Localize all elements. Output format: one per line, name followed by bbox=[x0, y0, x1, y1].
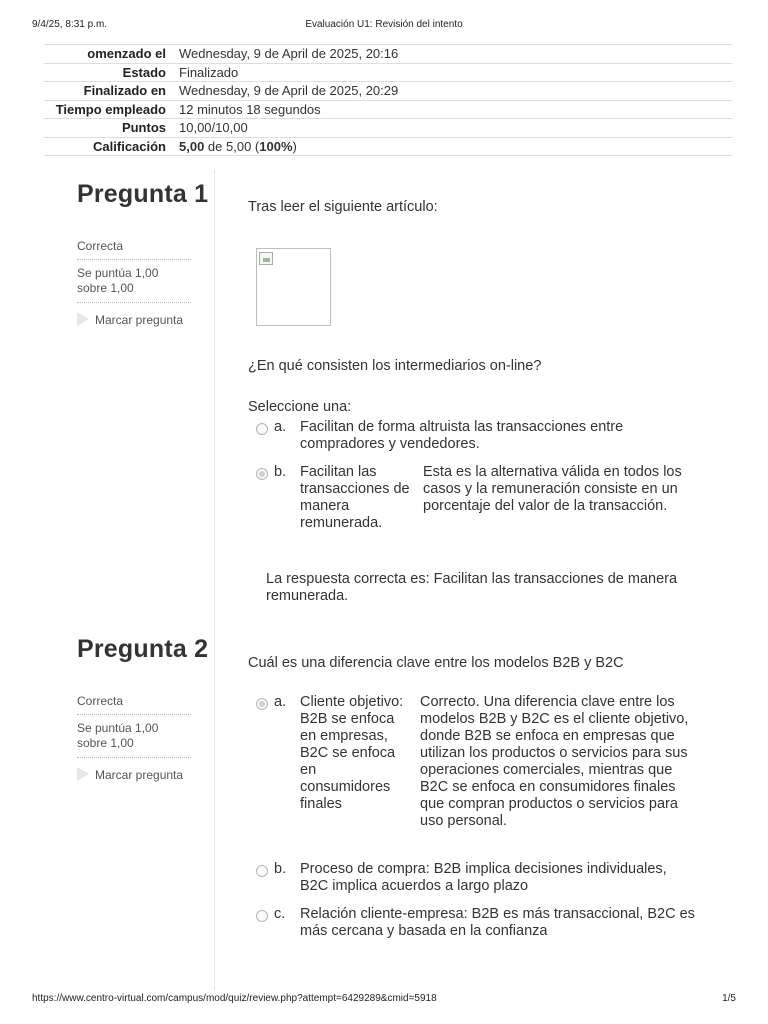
flag-label: Marcar pregunta bbox=[95, 768, 184, 782]
summary-row bbox=[44, 45, 732, 64]
summary-label: Finalizado en bbox=[83, 83, 166, 99]
question-1-info bbox=[77, 180, 209, 328]
broken-image-icon bbox=[259, 252, 273, 265]
question-1-option-b[interactable] bbox=[256, 464, 716, 536]
question-1-title: Pregunta 1 bbox=[77, 180, 209, 208]
option-text: Relación cliente-empresa: B2B es más transaccional, B2C es más cercana y basada en la confianza bbox=[300, 906, 695, 939]
option-text: Proceso de compra: B2B implica decisiones individuales, B2C implica acuerdos a largo plazo bbox=[300, 861, 667, 894]
print-header bbox=[32, 19, 736, 33]
question-2-option-b[interactable] bbox=[256, 861, 716, 897]
document-title: Evaluación U1: Revisión del intento bbox=[305, 19, 463, 30]
option-text: Facilitan de forma altruista las transacciones entre compradores y vendedores. bbox=[300, 419, 624, 452]
summary-value: Wednesday, 9 de April de 2025, 20:29 bbox=[179, 83, 399, 99]
grade-score: 5,00 bbox=[179, 138, 205, 154]
question-2-text: Cuál es una diferencia clave entre los modelos B2B y B2C bbox=[248, 655, 624, 671]
radio-button-checked[interactable] bbox=[256, 698, 268, 710]
summary-label: omenzado el bbox=[87, 46, 166, 62]
flag-label: Marcar pregunta bbox=[95, 313, 184, 327]
summary-row bbox=[44, 82, 732, 101]
question-1-grade: Se puntúa 1,00 sobre 1,00 bbox=[77, 266, 191, 303]
grade-label: Calificación bbox=[93, 138, 166, 154]
summary-row bbox=[44, 63, 732, 82]
option-letter: a. bbox=[274, 419, 287, 435]
summary-value: 12 minutos 18 segundos bbox=[179, 101, 321, 117]
question-1-intro: Tras leer el siguiente artículo: bbox=[248, 199, 438, 215]
grade-end: ) bbox=[292, 138, 297, 154]
question-1-option-a[interactable] bbox=[256, 419, 716, 455]
radio-button[interactable] bbox=[256, 865, 268, 877]
question-1-prompt: Seleccione una: bbox=[248, 399, 352, 415]
summary-label: Tiempo empleado bbox=[55, 101, 166, 117]
page-number: 1/5 bbox=[722, 993, 736, 1004]
question-1-flag-button[interactable] bbox=[77, 312, 191, 328]
summary-value: 10,00/10,00 bbox=[179, 120, 248, 136]
option-text: Cliente objetivo: B2B se enfoca en empresas, B2C se enfoca en consumidores finales bbox=[300, 694, 404, 812]
option-letter: b. bbox=[274, 464, 287, 480]
column-divider bbox=[214, 170, 215, 990]
question-1-state: Correcta bbox=[77, 239, 191, 260]
flag-icon bbox=[77, 767, 89, 781]
grade-value bbox=[172, 137, 732, 156]
summary-row-grade bbox=[44, 137, 732, 156]
option-feedback: Esta es la alternativa válida en todos los casos y la remuneración consiste en un porcentaje del valor de la transacción. bbox=[423, 464, 682, 514]
option-letter: c. bbox=[274, 906, 286, 922]
question-2-info bbox=[77, 635, 209, 783]
question-2-title: Pregunta 2 bbox=[77, 635, 209, 663]
summary-label: Estado bbox=[122, 64, 166, 80]
option-letter: b. bbox=[274, 861, 287, 877]
grade-middle: de 5,00 ( bbox=[204, 138, 260, 154]
option-feedback: Correcto. Una diferencia clave entre los modelos B2B y B2C es el cliente objetivo, donde B2B se enfoca en empresas que utilizan los productos o servicios para sus operaciones comerciales, mientras que B2C se enfoca en consumidores finales que compran productos o servicios para uso personal. bbox=[420, 694, 689, 829]
option-text: Facilitan las transacciones de manera remunerada. bbox=[300, 464, 410, 531]
option-letter: a. bbox=[274, 694, 287, 710]
page-url: https://www.centro-virtual.com/campus/mod/quiz/review.php?attempt=6429289&cmid=5918 bbox=[32, 993, 437, 1004]
summary-row bbox=[44, 100, 732, 119]
question-2-state: Correcta bbox=[77, 694, 191, 715]
question-1-text: ¿En qué consisten los intermediarios on-line? bbox=[248, 358, 542, 374]
question-2-option-c[interactable] bbox=[256, 906, 716, 942]
radio-button[interactable] bbox=[256, 423, 268, 435]
summary-value: Wednesday, 9 de April de 2025, 20:16 bbox=[179, 46, 399, 62]
radio-button[interactable] bbox=[256, 910, 268, 922]
question-2-option-a[interactable] bbox=[256, 694, 716, 849]
question-2-flag-button[interactable] bbox=[77, 767, 191, 783]
print-date: 9/4/25, 8:31 p.m. bbox=[32, 19, 108, 30]
question-2-content bbox=[248, 654, 718, 954]
question-1-correct-answer: La respuesta correcta es: Facilitan las transacciones de manera remunerada. bbox=[266, 571, 678, 604]
question-1-content bbox=[248, 198, 718, 618]
print-footer bbox=[32, 993, 736, 1007]
flag-icon bbox=[77, 312, 89, 326]
summary-row bbox=[44, 119, 732, 138]
grade-percent: 100% bbox=[259, 138, 293, 154]
radio-button-checked[interactable] bbox=[256, 468, 268, 480]
summary-label: Puntos bbox=[121, 120, 166, 136]
summary-value: Finalizado bbox=[179, 64, 239, 80]
broken-image bbox=[256, 248, 331, 326]
question-2-grade: Se puntúa 1,00 sobre 1,00 bbox=[77, 721, 191, 758]
attempt-summary-table bbox=[44, 44, 732, 156]
